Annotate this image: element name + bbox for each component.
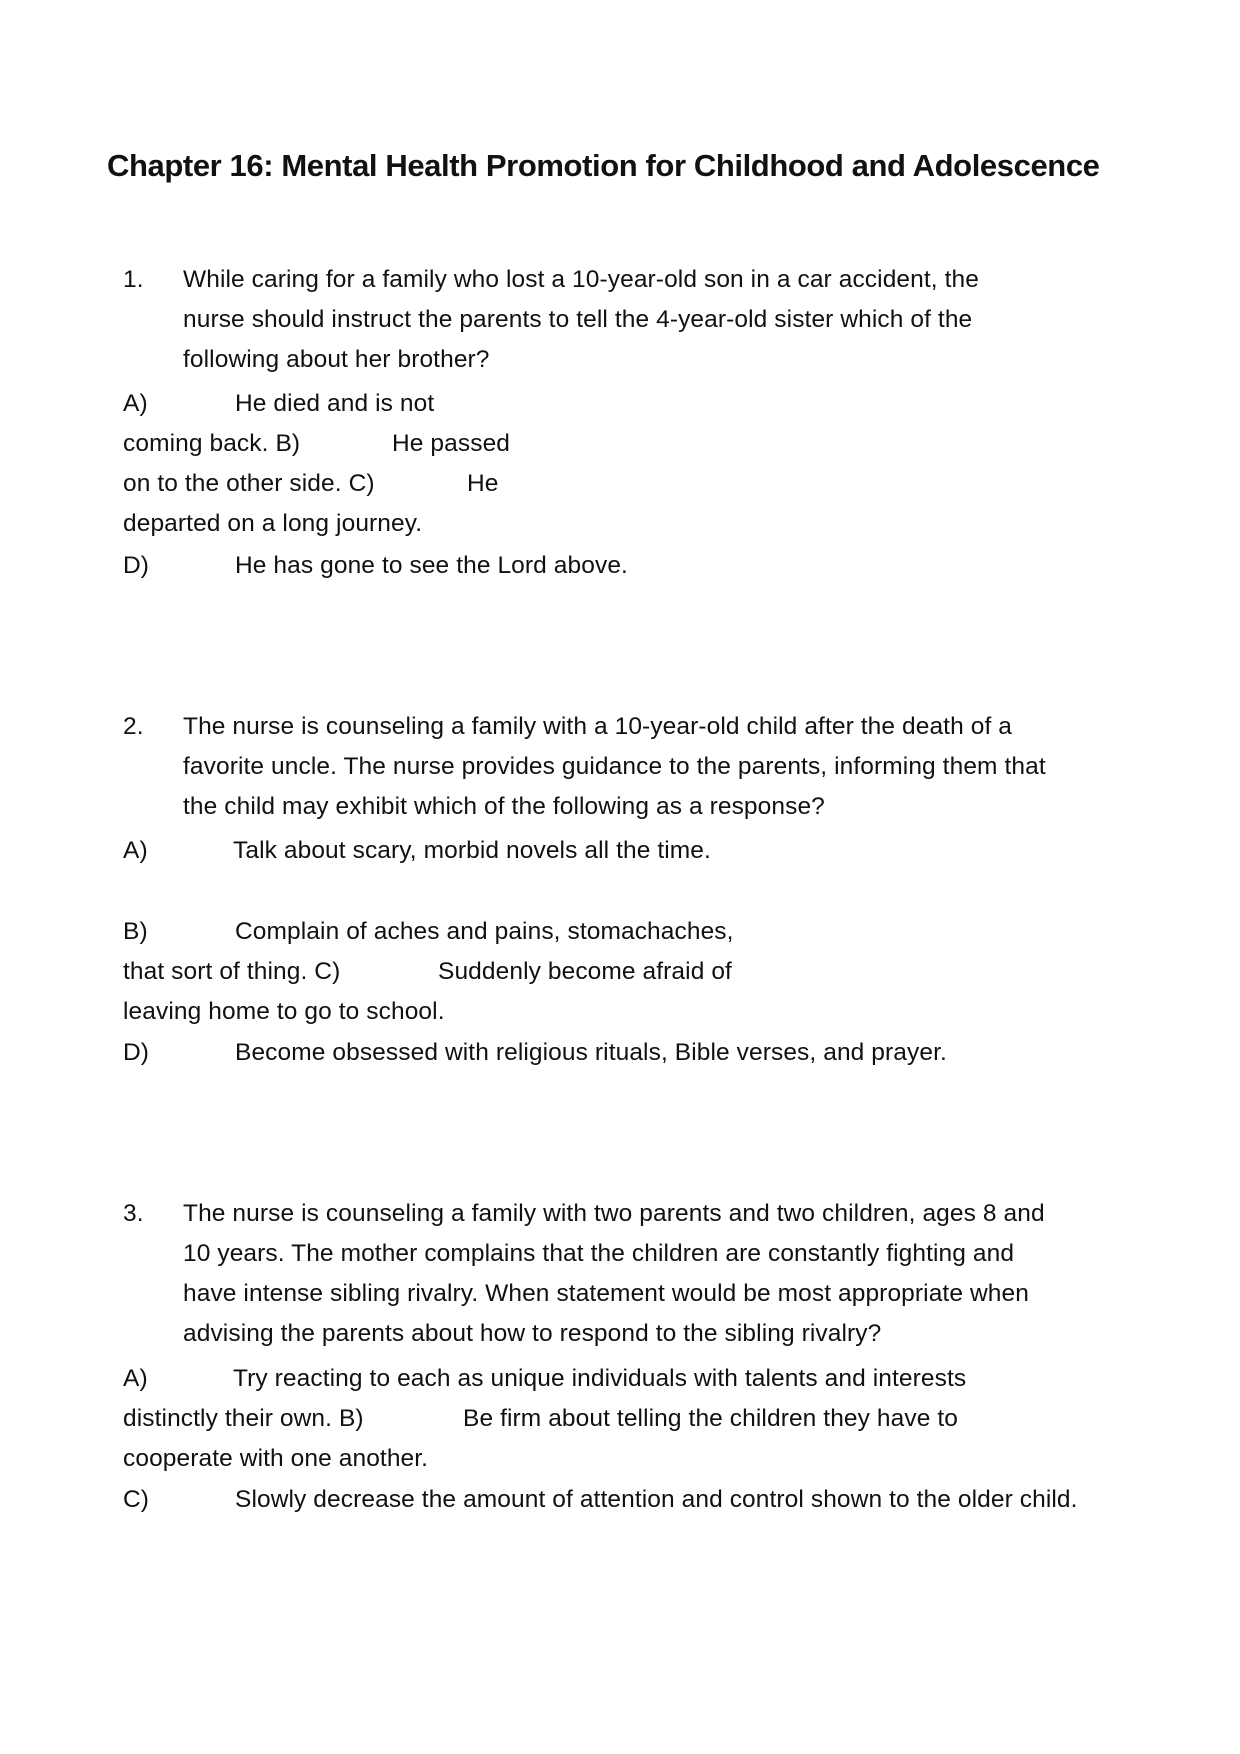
option-text: He died and is not bbox=[235, 390, 435, 417]
question-stem-line: have intense sibling rivalry. When statement would be most appropriate when bbox=[183, 1280, 1029, 1307]
option-text: He bbox=[467, 470, 499, 497]
option-text: Talk about scary, morbid novels all the time. bbox=[233, 837, 711, 864]
question-stem-line: advising the parents about how to respond to the sibling rivalry? bbox=[183, 1320, 882, 1347]
option-label: D) bbox=[123, 552, 150, 579]
question-stem-line: nurse should instruct the parents to tell the 4-year-old sister which of the bbox=[183, 306, 973, 333]
option-continuation: that sort of thing. C) bbox=[123, 958, 341, 985]
option-text: Slowly decrease the amount of attention and control shown to the older child. bbox=[235, 1486, 1078, 1513]
option-continuation: distinctly their own. B) bbox=[123, 1405, 364, 1432]
option-text: Suddenly become afraid of bbox=[438, 958, 732, 985]
option-continuation: on to the other side. C) bbox=[123, 470, 375, 497]
option-text: Try reacting to each as unique individuals with talents and interests bbox=[233, 1365, 967, 1392]
option-label: D) bbox=[123, 1039, 150, 1066]
question-stem-line: following about her brother? bbox=[183, 346, 490, 373]
option-text: Become obsessed with religious rituals, Bible verses, and prayer. bbox=[235, 1039, 947, 1066]
question-number: 1. bbox=[123, 266, 144, 293]
question-stem-line: While caring for a family who lost a 10-year-old son in a car accident, the bbox=[183, 266, 979, 293]
page-title: Chapter 16: Mental Health Promotion for Childhood and Adolescence bbox=[107, 148, 1100, 183]
option-continuation: cooperate with one another. bbox=[123, 1445, 429, 1472]
question-stem-line: 10 years. The mother complains that the children are constantly fighting and bbox=[183, 1240, 1015, 1267]
question-stem-line: The nurse is counseling a family with two parents and two children, ages 8 and bbox=[183, 1200, 1045, 1227]
option-label: B) bbox=[123, 918, 148, 945]
option-continuation: leaving home to go to school. bbox=[123, 998, 445, 1025]
option-label: A) bbox=[123, 1365, 148, 1392]
question-stem-line: the child may exhibit which of the following as a response? bbox=[183, 793, 825, 820]
question-number: 3. bbox=[123, 1200, 144, 1227]
option-label: C) bbox=[123, 1486, 150, 1513]
option-text: He has gone to see the Lord above. bbox=[235, 552, 628, 579]
question-number: 2. bbox=[123, 713, 144, 740]
question-stem-line: favorite uncle. The nurse provides guidance to the parents, informing them that bbox=[183, 753, 1046, 780]
option-label: A) bbox=[123, 837, 148, 864]
option-text: Be firm about telling the children they have to bbox=[463, 1405, 958, 1432]
option-label: A) bbox=[123, 390, 148, 417]
question-stem-line: The nurse is counseling a family with a 10-year-old child after the death of a bbox=[183, 713, 1012, 740]
option-text: He passed bbox=[392, 430, 511, 457]
option-continuation: coming back. B) bbox=[123, 430, 301, 457]
option-continuation: departed on a long journey. bbox=[123, 510, 423, 537]
option-text: Complain of aches and pains, stomachaches, bbox=[235, 918, 734, 945]
